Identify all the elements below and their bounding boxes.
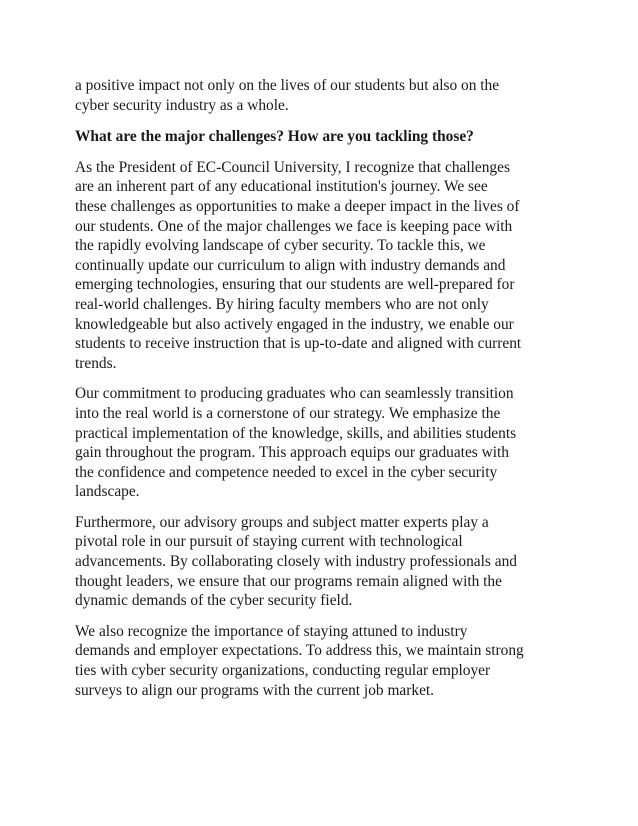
text-line: dynamic demands of the cyber security field. (75, 592, 353, 610)
text-line: advancements. By collaborating closely with industry professionals and (75, 553, 517, 571)
text-line: As the President of EC-Council University, I recognize that challenges (75, 158, 510, 176)
text-line: knowledgeable but also actively engaged in the industry, we enable our (75, 315, 514, 333)
text-line: landscape. (75, 483, 140, 501)
paragraph-commitment (75, 384, 565, 502)
text-line: thought leaders, we ensure that our programs remain aligned with the (75, 572, 502, 590)
text-line: We also recognize the importance of staying attuned to industry (75, 622, 468, 640)
text-line: practical implementation of the knowledge, skills, and abilities students (75, 424, 517, 442)
intro-paragraph (75, 76, 565, 115)
text-line: these challenges as opportunities to make a deeper impact in the lives of (75, 197, 520, 215)
text-line: Furthermore, our advisory groups and subject matter experts play a (75, 513, 489, 531)
text-line: into the real world is a cornerstone of our strategy. We emphasize the (75, 404, 501, 422)
paragraph-industry (75, 622, 565, 700)
text-line: our students. One of the major challenges we face is keeping pace with (75, 217, 513, 235)
text-line: real-world challenges. By hiring faculty members who are not only (75, 295, 489, 313)
text-line: emerging technologies, ensuring that our students are well-prepared for (75, 276, 515, 294)
text-line: ties with cyber security organizations, conducting regular employer (75, 662, 491, 680)
text-line: are an inherent part of any educational institution's journey. We see (75, 178, 488, 196)
text-line: cyber security industry as a whole. (75, 96, 289, 114)
text-line: the confidence and competence needed to excel in the cyber security (75, 463, 498, 481)
paragraph-advisory (75, 513, 565, 611)
text-line: trends. (75, 354, 117, 372)
text-line: continually update our curriculum to align with industry demands and (75, 256, 506, 274)
text-line: pivotal role in our pursuit of staying current with technological (75, 533, 463, 551)
section-heading: What are the major challenges? How are you tackling those? (75, 128, 474, 146)
text-line: Our commitment to producing graduates who can seamlessly transition (75, 385, 514, 403)
text-line: surveys to align our programs with the current job market. (75, 681, 435, 699)
document-page (75, 76, 565, 711)
text-line: gain throughout the program. This approach equips our graduates with (75, 444, 509, 462)
text-line: the rapidly evolving landscape of cyber security. To tackle this, we (75, 237, 486, 255)
text-line: demands and employer expectations. To address this, we maintain strong (75, 642, 524, 660)
text-line: a positive impact not only on the lives of our students but also on the (75, 77, 500, 94)
text-line: students to receive instruction that is up-to-date and aligned with current (75, 335, 522, 353)
paragraph-challenges (75, 158, 565, 374)
